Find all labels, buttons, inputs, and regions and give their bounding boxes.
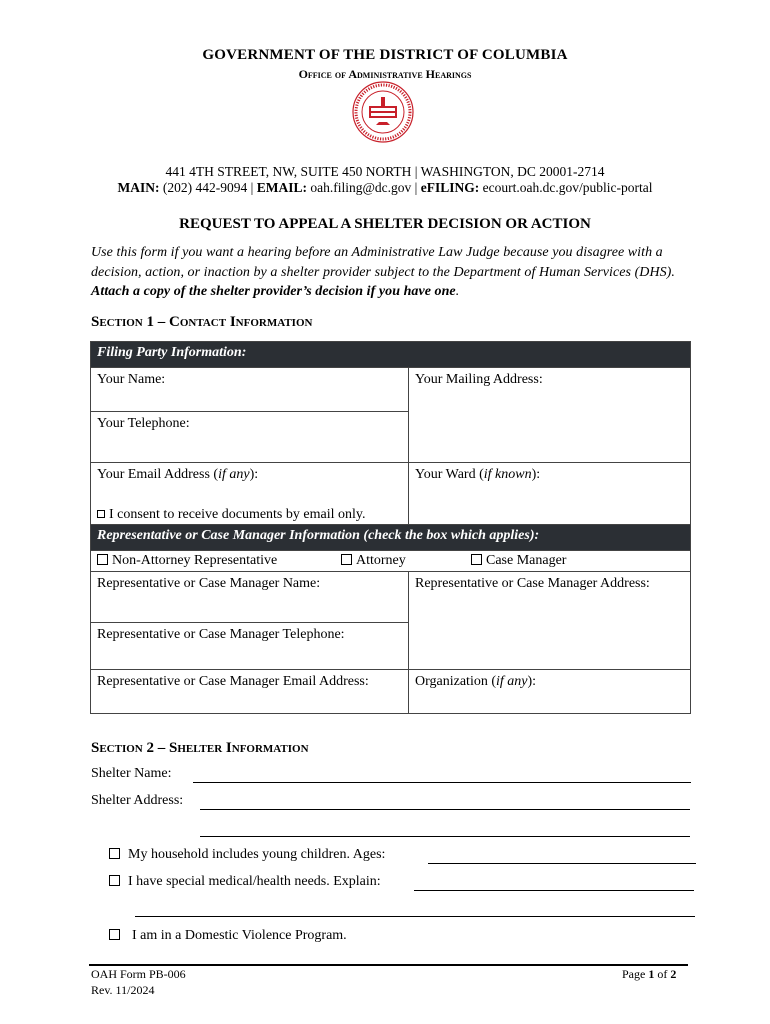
special-needs-row	[109, 874, 381, 890]
efiling-label: eFILING:	[420, 180, 480, 195]
footer-divider	[89, 964, 688, 966]
shelter-address-line-1[interactable]	[200, 809, 690, 810]
filing-party-header: Filing Party Information:	[91, 342, 691, 368]
young-children-checkbox[interactable]	[109, 848, 120, 859]
young-children-label: My household includes young children. Ages:	[128, 847, 386, 862]
address-line: 441 4TH STREET, NW, SUITE 450 NORTH | WASHINGTON, DC 20001-2714	[165, 164, 605, 179]
intro-attach-note: Attach a copy of the shelter provider’s decision if you have one	[91, 284, 456, 299]
special-needs-label: I have special medical/health needs. Explain:	[128, 874, 381, 889]
consent-label: I consent to receive documents by email only.	[109, 507, 366, 522]
case-manager-checkbox[interactable]	[471, 554, 482, 565]
organization-label: Organization (if any):	[415, 674, 537, 689]
dc-seal-logo	[352, 81, 414, 143]
dv-program-checkbox[interactable]	[109, 929, 120, 940]
special-needs-checkbox[interactable]	[109, 875, 120, 886]
explain-line-1[interactable]	[414, 890, 694, 891]
email-field[interactable]	[91, 463, 409, 525]
contact-line: MAIN: (202) 442-9094 | EMAIL: oah.filing@dc.gov | eFILING: ecourt.oah.dc.gov/public-portal	[117, 180, 653, 195]
your-name-field[interactable]	[91, 368, 409, 412]
shelter-address-line-2[interactable]	[200, 836, 690, 837]
intro-text: Use this form if you want a hearing before an Administrative Law Judge because you disagree with a decision, action, or inaction by a shelter provider subject to the Department of Human Services (DHS). Attach a copy of the shelter provider’s decision if you have one.	[91, 245, 675, 299]
shelter-name-label: Shelter Name:	[91, 766, 172, 781]
form-revision: Rev. 11/2024	[91, 983, 155, 997]
rep-name-label: Representative or Case Manager Name:	[97, 576, 321, 591]
rep-telephone-label: Representative or Case Manager Telephone:	[97, 627, 345, 642]
your-name-label: Your Name:	[97, 372, 166, 387]
intro-body: Use this form if you want a hearing before an Administrative Law Judge because you disagree with a decision, action, or inaction by a shelter provider subject to the Department of Human Services (DHS).	[91, 245, 675, 280]
telephone-field[interactable]	[91, 412, 409, 463]
dv-program-row	[109, 928, 347, 944]
mailing-address-field[interactable]	[409, 368, 691, 463]
consent-checkbox[interactable]	[97, 510, 105, 518]
rep-name-field[interactable]	[91, 572, 409, 623]
rep-type-options	[91, 551, 691, 572]
email-label: EMAIL:	[256, 180, 307, 195]
non-attorney-checkbox[interactable]	[97, 554, 108, 565]
dv-program-label: I am in a Domestic Violence Program.	[132, 928, 347, 943]
rep-address-field[interactable]	[409, 572, 691, 670]
attorney-checkbox[interactable]	[341, 554, 352, 565]
ward-label: Your Ward (if known):	[415, 467, 541, 482]
rep-telephone-field[interactable]	[91, 623, 409, 670]
young-children-row	[109, 847, 385, 863]
shelter-address-label: Shelter Address:	[91, 793, 184, 808]
case-manager-label: Case Manager	[486, 553, 567, 568]
rep-address-label: Representative or Case Manager Address:	[415, 576, 650, 591]
efiling-url: ecourt.oah.dc.gov/public-portal	[482, 180, 653, 195]
telephone-label: Your Telephone:	[97, 416, 190, 431]
mailing-address-label: Your Mailing Address:	[415, 372, 543, 387]
ages-line[interactable]	[428, 863, 696, 864]
ward-field[interactable]	[409, 463, 691, 525]
contact-table	[90, 341, 691, 714]
main-phone: (202) 442-9094	[162, 180, 248, 195]
section2-title: Section 2 – Shelter Information	[91, 740, 309, 756]
representative-header: Representative or Case Manager Information (check the box which applies):	[91, 525, 691, 551]
main-label: MAIN:	[117, 180, 160, 195]
office-title: Office of Administrative Hearings	[298, 67, 472, 81]
section1-title: Section 1 – Contact Information	[91, 314, 313, 330]
form-title: REQUEST TO APPEAL A SHELTER DECISION OR ACTION	[179, 216, 591, 232]
page-number: Page 1 of 2	[622, 967, 677, 981]
attorney-label: Attorney	[356, 553, 406, 568]
rep-email-label: Representative or Case Manager Email Address:	[97, 674, 369, 689]
rep-email-field[interactable]	[91, 670, 409, 714]
shelter-name-line[interactable]	[193, 782, 691, 783]
oah-email: oah.filing@dc.gov	[310, 180, 412, 195]
government-title: GOVERNMENT OF THE DISTRICT OF COLUMBIA	[202, 47, 568, 63]
organization-field[interactable]	[409, 670, 691, 714]
non-attorney-label: Non-Attorney Representative	[112, 553, 278, 568]
form-id: OAH Form PB-006	[91, 967, 186, 981]
explain-line-2[interactable]	[135, 916, 695, 917]
email-address-label: Your Email Address (if any):	[97, 467, 259, 482]
